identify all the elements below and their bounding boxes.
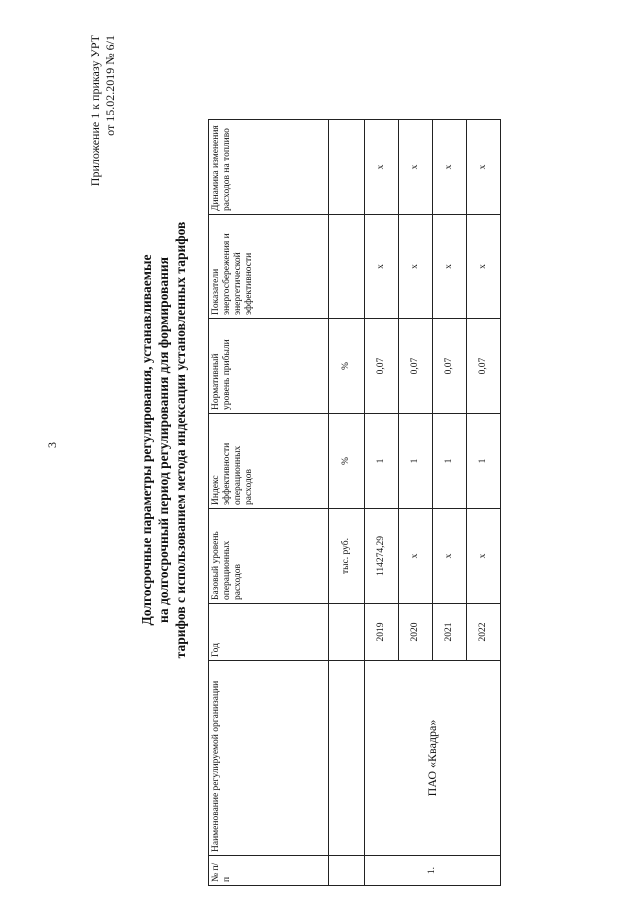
header-energy-indicators: Показатели энергосбережения и энергетической эффективности bbox=[209, 215, 329, 319]
cell-profit: 0,07 bbox=[365, 319, 399, 414]
cell-fuel: х bbox=[365, 120, 399, 215]
units-row bbox=[329, 120, 365, 886]
row-number: 1. bbox=[365, 856, 501, 886]
parameters-table bbox=[208, 119, 501, 886]
title-line-3: тарифов с использованием метода индексации установленных тарифов bbox=[173, 221, 188, 659]
cell-year: 2020 bbox=[399, 604, 433, 661]
cell-fuel: х bbox=[399, 120, 433, 215]
page-number: 3 bbox=[45, 442, 59, 448]
cell-index: 1 bbox=[467, 414, 501, 509]
cell-year: 2021 bbox=[433, 604, 467, 661]
cell-year: 2019 bbox=[365, 604, 399, 661]
cell-fuel: х bbox=[467, 120, 501, 215]
header-org-name: Наименование регулируемой организации bbox=[209, 661, 329, 856]
unit-efficiency-index: % bbox=[329, 414, 365, 509]
header-efficiency-index: Индекс эффективности операционных расходов bbox=[209, 414, 329, 509]
table-row bbox=[365, 120, 399, 886]
cell-profit: 0,07 bbox=[467, 319, 501, 414]
appendix-note bbox=[88, 35, 118, 205]
cell-base: х bbox=[433, 509, 467, 604]
title-line-2: на долгосрочный период регулирования для формирования bbox=[156, 257, 171, 623]
cell-index: 1 bbox=[365, 414, 399, 509]
cell-profit: 0,07 bbox=[433, 319, 467, 414]
appendix-line-1: Приложение 1 к приказу УРТ bbox=[88, 35, 102, 187]
header-profit-level: Нормативный уровень прибыли bbox=[209, 319, 329, 414]
cell-energy: х bbox=[433, 215, 467, 319]
header-base-level: Базовый уровень операционных расходов bbox=[209, 509, 329, 604]
cell-year: 2022 bbox=[467, 604, 501, 661]
org-name: ПАО «Квадра» bbox=[365, 661, 501, 856]
title-line-1: Долгосрочные параметры регулирования, устанавливаемые bbox=[139, 254, 154, 626]
cell-base: 114274,29 bbox=[365, 509, 399, 604]
cell-profit: 0,07 bbox=[399, 319, 433, 414]
header-row bbox=[209, 120, 329, 886]
cell-index: 1 bbox=[433, 414, 467, 509]
header-year: Год bbox=[209, 604, 329, 661]
cell-fuel: х bbox=[433, 120, 467, 215]
unit-profit-level: % bbox=[329, 319, 365, 414]
cell-base: х bbox=[467, 509, 501, 604]
cell-energy: х bbox=[399, 215, 433, 319]
parameters-table-wrapper bbox=[208, 120, 500, 886]
unit-base-level: тыс. руб. bbox=[329, 509, 365, 604]
cell-base: х bbox=[399, 509, 433, 604]
cell-energy: х bbox=[365, 215, 399, 319]
cell-index: 1 bbox=[399, 414, 433, 509]
cell-energy: х bbox=[467, 215, 501, 319]
header-num: № п/п bbox=[209, 856, 329, 886]
header-fuel-dynamics: Динамика изменения расходов на топливо bbox=[209, 120, 329, 215]
appendix-line-2: от 15.02.2019 № 6/1 bbox=[103, 35, 117, 136]
document-title bbox=[138, 190, 189, 690]
